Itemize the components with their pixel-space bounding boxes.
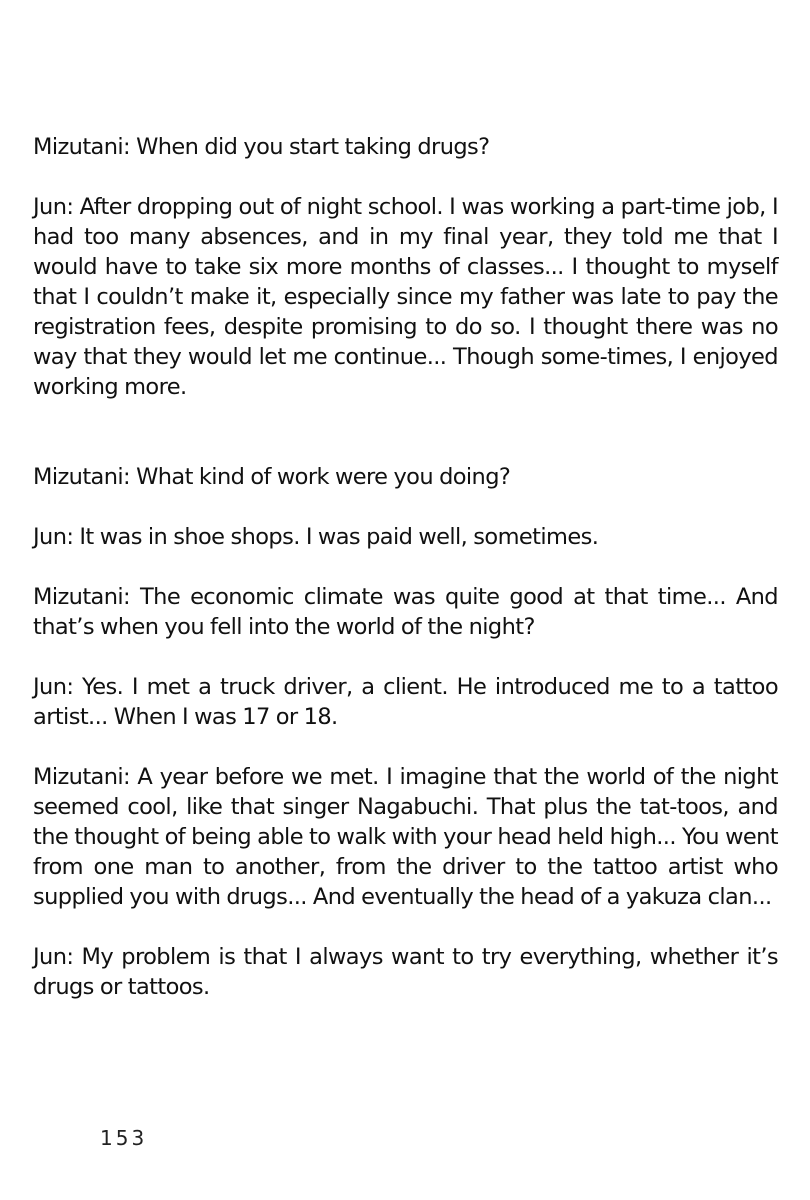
interview-text <box>33 132 778 1002</box>
paragraph-jun-problem: Jun: My problem is that I always want to try everything, whether it’s drugs or tattoos. <box>33 944 778 1000</box>
paragraph-jun-answer-night-school: Jun: After dropping out of night school. I was working a part-time job, I had too many absences, and in my final year, they told me that I would have to take six more months of classes... I thought to myself that I couldn’t make it, especially since my father was late to pay the registration fees, despite promising to do so. I thought there was no way that they would let me continue... Though some-times, I enjoyed working more. <box>33 194 778 400</box>
section-spacer <box>33 402 778 462</box>
paragraph-jun-answer-shoe-shops: Jun: It was in shoe shops. I was paid well, sometimes. <box>33 524 599 550</box>
paragraph-spacer <box>33 492 778 522</box>
paragraph-spacer <box>33 162 778 192</box>
page-number: 153 <box>100 1126 148 1150</box>
paragraph-spacer <box>33 552 778 582</box>
paragraph-mizutani-year-before: Mizutani: A year before we met. I imagine that the world of the night seemed cool, like that singer Nagabuchi. That plus the tat-toos, and the thought of being able to walk with your head held high... You went from one man to another, from the driver to the tattoo artist who supplied you with drugs... And eventually the head of a yakuza clan... <box>33 764 778 910</box>
paragraph-mizutani-economic-climate: Mizutani: The economic climate was quite good at that time... And that’s when you fell into the world of the night? <box>33 584 778 640</box>
paragraph-jun-truck-driver: Jun: Yes. I met a truck driver, a client. He introduced me to a tattoo artist... When I was 17 or 18. <box>33 674 778 730</box>
paragraph-spacer <box>33 642 778 672</box>
paragraph-spacer <box>33 912 778 942</box>
paragraph-mizutani-question-work: Mizutani: What kind of work were you doing? <box>33 464 511 490</box>
paragraph-mizutani-question-drugs: Mizutani: When did you start taking drugs? <box>33 134 490 160</box>
paragraph-spacer <box>33 732 778 762</box>
